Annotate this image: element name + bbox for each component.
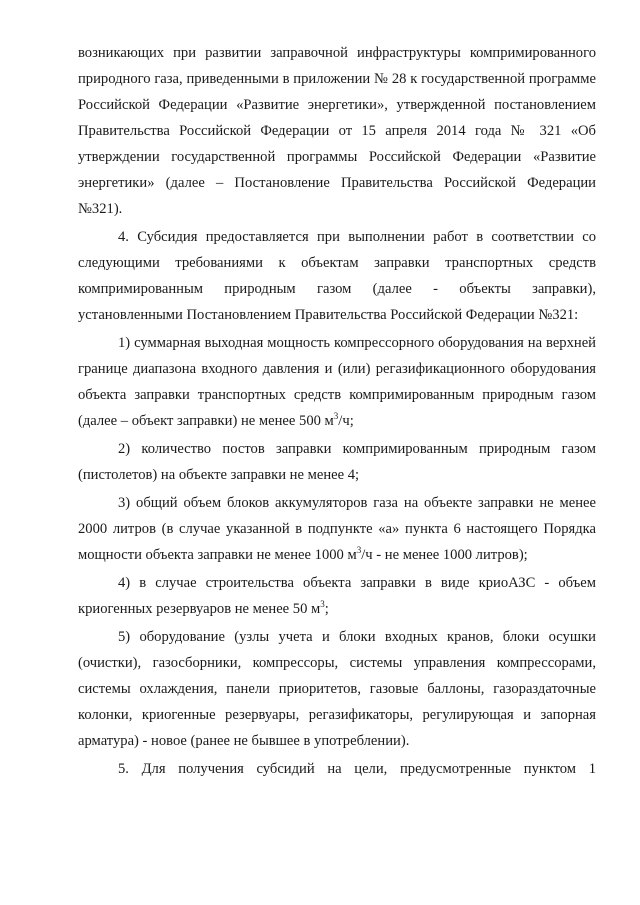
list-item-4 — [78, 570, 596, 622]
list-item-2: 2) количество постов заправки компримированным природным газом (пистолетов) на объекте заправки не менее 4; — [78, 441, 596, 483]
paragraph-4: 4. Субсидия предоставляется при выполнении работ в соответствии со следующими требованиями к объектам заправки транспортных средств компримированным природным газом (далее - объекты заправки), установленными Постановлением Правительства Российской Федерации №321: — [78, 229, 596, 323]
list-item-4-tail: ; — [324, 601, 329, 617]
list-item-1-tail: /ч; — [338, 413, 354, 429]
paragraph-5: 5. Для получения субсидий на цели, предусмотренные пунктом 1 — [118, 761, 596, 777]
superscript-3: 3 — [320, 599, 325, 609]
superscript-3: 3 — [356, 545, 362, 555]
paragraph-continuation: возникающих при развитии заправочной инфраструктуры компримированного природного газа, приведенными в приложении № 28 к государственной программе Российской Федерации «Развитие энергетики», утвержденной постановлением Правительства Российской Федерации от 15 апреля 2014 года № 321 «Об утверждении государственной программы Российской Федерации «Развитие энергетики» (далее – Постановление Правительства Российской Федерации №321). — [78, 45, 596, 217]
list-item-1-text: 1) суммарная выходная мощность компрессорного оборудования на верхней границе диапазона входного давления и (или) регазификационного оборудования объекта заправки транспортных средств компримированным природным газом (далее – объект заправки) не менее 500 м — [78, 335, 596, 429]
list-item-5: 5) оборудование (узлы учета и блоки входных кранов, блоки осушки (очистки), газосборники, компрессоры, системы управления компрессорами, системы охлаждения, панели приоритетов, газовые баллоны, газораздаточные колонки, криогенные резервуары, регазификаторы, регулирующая и запорная арматура) - новое (ранее не бывшее в употреблении). — [78, 629, 596, 749]
document-body — [78, 40, 596, 782]
list-item-4-text: 4) в случае строительства объекта заправки в виде криоАЗС - объем криогенных резервуаров не менее 50 м — [78, 575, 596, 617]
list-item-3 — [78, 490, 596, 568]
list-item-1 — [78, 330, 596, 434]
list-item-3-text: 3) общий объем блоков аккумуляторов газа на объекте заправки не менее 2000 литров (в случае указанной в подпункте «а» пункта 6 настоящего Порядка мощности объекта заправки не менее 1000 м — [78, 495, 596, 563]
superscript-3: 3 — [333, 411, 339, 421]
list-item-3-tail: /ч - не менее 1000 литров); — [361, 547, 528, 563]
